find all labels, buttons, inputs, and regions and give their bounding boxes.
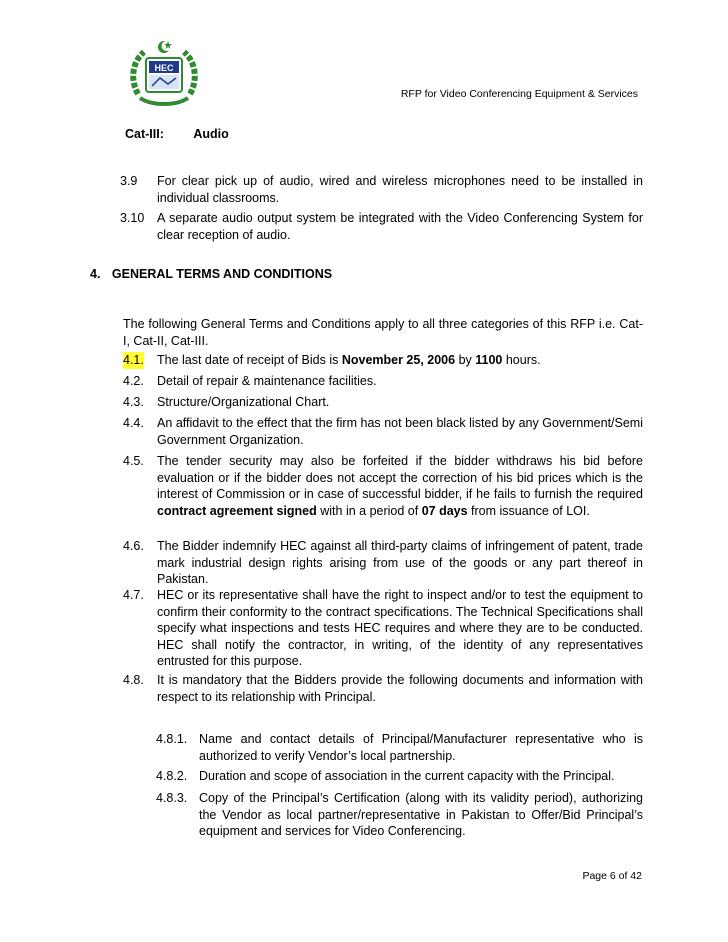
deadline-time: 1100 (475, 353, 503, 367)
item-number: 4.1. (123, 353, 144, 367)
item-number: 4.3. (123, 395, 144, 409)
item-text: It is mandatory that the Bidders provide the following documents and information with respect to its relationship with Principal. (157, 673, 643, 704)
item-number: 4.8.1. (156, 732, 188, 746)
item-number: 4.8.2. (156, 769, 188, 783)
item-number: 4.8.3. (156, 791, 188, 805)
item-text: An affidavit to the effect that the firm has not been black listed by any Government/Semi Government Organization. (157, 416, 643, 447)
category-name: Audio (193, 127, 229, 141)
item-text: The tender security may also be forfeited if the bidder withdraws his bid before evaluation or if the bidder does not accept the correction of his bid prices which is the interest of Commission or in case of successful bidder, if he fails to furnish the required contract agreement signed with in a period of 07 days from issuance of LOI. (157, 454, 643, 518)
hec-logo (128, 38, 200, 110)
item-text: Name and contact details of Principal/Manufacturer representative who is authorized to verify Vendor’s local partnership. (199, 732, 643, 763)
item-number: 4.5. (123, 454, 144, 468)
item-text: The Bidder indemnify HEC against all third-party claims of infringement of patent, trade mark industrial design rights arising from use of the goods or any part thereof in Pakistan. (157, 539, 643, 586)
item-text: The last date of receipt of Bids is November 25, 2006 by 1100 hours. (157, 353, 541, 367)
category-heading (125, 127, 229, 141)
item-text: Structure/Organizational Chart. (157, 395, 330, 409)
category-label: Cat-III: (125, 127, 164, 141)
logo-text: HEC (154, 63, 174, 73)
section-number: 4. (90, 267, 101, 281)
item-text: Duration and scope of association in the current capacity with the Principal. (199, 769, 615, 783)
item-number: 4.8. (123, 673, 144, 687)
bold-phrase: 07 days (421, 503, 468, 518)
item-number: 4.6. (123, 539, 144, 553)
item-text: Detail of repair & maintenance facilities. (157, 374, 377, 388)
item-text: A separate audio output system be integrated with the Video Conferencing System for clear reception of audio. (157, 211, 643, 242)
section-title: GENERAL TERMS AND CONDITIONS (111, 267, 333, 281)
page-number: Page 6 of 42 (582, 870, 642, 882)
bold-phrase: contract agreement signed (157, 503, 317, 518)
item-number: 4.4. (123, 416, 144, 430)
header-title: RFP for Video Conferencing Equipment & Services (400, 88, 638, 100)
item-text: For clear pick up of audio, wired and wireless microphones need to be installed in individual classrooms. (157, 174, 643, 205)
item-number: 4.7. (123, 588, 144, 602)
intro-paragraph: The following General Terms and Conditions apply to all three categories of this RFP i.e. Cat-I, Cat-II, Cat-III. (123, 317, 643, 348)
item-text: HEC or its representative shall have the right to inspect and/or to test the equipment to confirm their conformity to the contract specifications. The Technical Specifications shall specify what inspections and tests HEC requires and where they are to be conducted. HEC shall notify the contractor, in writing, of the identity of any representatives entrusted for this purpose. (157, 588, 643, 668)
section-heading (90, 267, 332, 281)
item-number: 4.2. (123, 374, 144, 388)
item-text: Copy of the Principal’s Certification (along with its validity period), authorizing the Vendor as local partner/representative in Pakistan to Offer/Bid Principal’s equipment and services for Video Conferencing. (199, 791, 643, 838)
item-number: 3.10 (120, 211, 145, 225)
deadline-date: November 25, 2006 (341, 353, 456, 367)
item-number: 3.9 (120, 174, 138, 188)
